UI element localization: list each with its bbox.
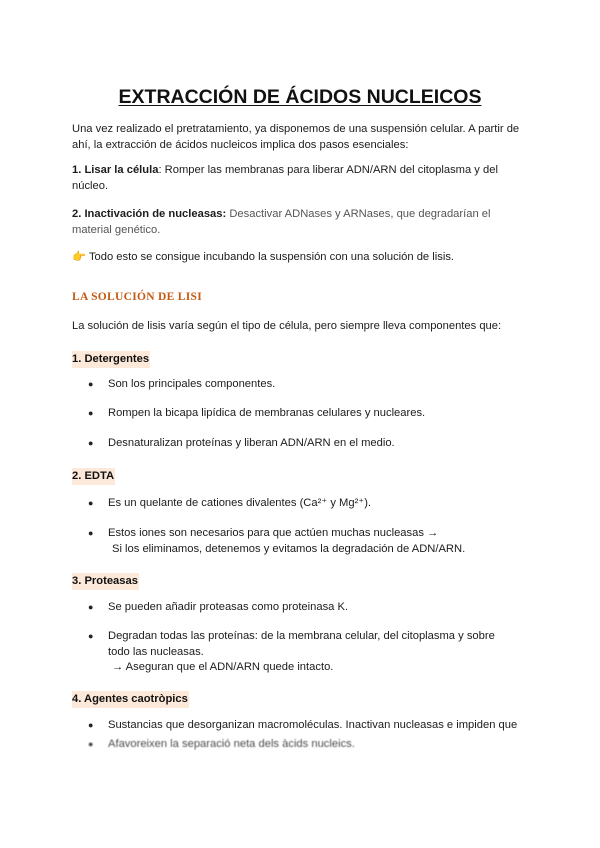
list-item: Rompen la bicapa lipídica de membranas celulares y nucleares. xyxy=(108,407,426,419)
bullet-icon: ● xyxy=(88,498,94,508)
bullet-icon: ● xyxy=(88,438,94,448)
bullet-icon: ● xyxy=(88,379,94,389)
list-item-continuation: → Aseguran que el ADN/ARN quede intacto. xyxy=(112,661,334,673)
list-item: Afavoreixen la separació neta dels àcids nucleics. xyxy=(108,738,355,750)
note-text: Todo esto se consigue incubando la suspensión con una solución de lisis. xyxy=(88,251,455,263)
bullet-icon: ● xyxy=(88,528,94,538)
list-item: Son los principales componentes. xyxy=(108,378,276,390)
list-item: Sustancias que desorganizan macromoléculas. Inactivan nucleasas e impiden que xyxy=(108,719,518,731)
bullet-icon: ● xyxy=(88,739,94,749)
detergentes-heading: 1. Detergentes xyxy=(72,351,150,368)
note-paragraph xyxy=(72,250,532,266)
list-item xyxy=(108,526,528,557)
list-item-text: Estos iones son necesarios para que actúen muchas nucleasas → xyxy=(108,527,439,539)
bullet-icon: ● xyxy=(88,602,94,612)
caotropicos-heading: 4. Agentes caotròpics xyxy=(72,691,189,708)
step-1-text: : Romper las membranas para liberar ADN/ARN del citoplasma y del núcleo. xyxy=(72,164,498,192)
intro-paragraph: Una vez realizado el pretratamiento, ya disponemos de una suspensión celular. A partir de ahí, la extracción de ácidos nucleicos implica dos pasos esenciales: xyxy=(72,123,520,151)
list-item: Desnaturalizan proteínas y liberan ADN/ARN en el medio. xyxy=(108,437,395,449)
page-title: EXTRACCIÓN DE ÁCIDOS NUCLEICOS xyxy=(118,86,482,108)
list-item-continuation: Si los eliminamos, detenemos y evitamos la degradación de ADN/ARN. xyxy=(112,542,466,555)
bullet-icon: ● xyxy=(88,408,94,418)
pointing-hand-icon: 👉 xyxy=(72,251,86,263)
list-item-text: Degradan todas las proteínas: de la membrana celular, del citoplasma y sobre todo las nucleasas. xyxy=(108,630,495,658)
step-2-paragraph xyxy=(72,207,532,238)
step-1-label: 1. Lisar la célula xyxy=(72,164,159,176)
list-item xyxy=(108,629,518,676)
step-2-label: 2. Inactivación de nucleasas: xyxy=(72,208,227,220)
proteasas-heading: 3. Proteasas xyxy=(72,573,139,590)
step-2-text: Desactivar ADNases y ARNases, que degradarían el material genético. xyxy=(72,208,491,236)
section-intro: La solución de lisis varía según el tipo de célula, pero siempre lleva componentes que: xyxy=(72,320,502,332)
bullet-icon: ● xyxy=(88,631,94,641)
list-item: Se pueden añadir proteasas como proteinasa K. xyxy=(108,601,349,613)
section-heading: LA SOLUCIÓN DE LISI xyxy=(72,291,203,303)
bullet-icon: ● xyxy=(88,720,94,730)
edta-heading: 2. EDTA xyxy=(72,468,115,485)
list-item: Es un quelante de cationes divalentes (Ca²⁺ y Mg²⁺). xyxy=(108,497,372,509)
step-1-paragraph xyxy=(72,163,532,194)
